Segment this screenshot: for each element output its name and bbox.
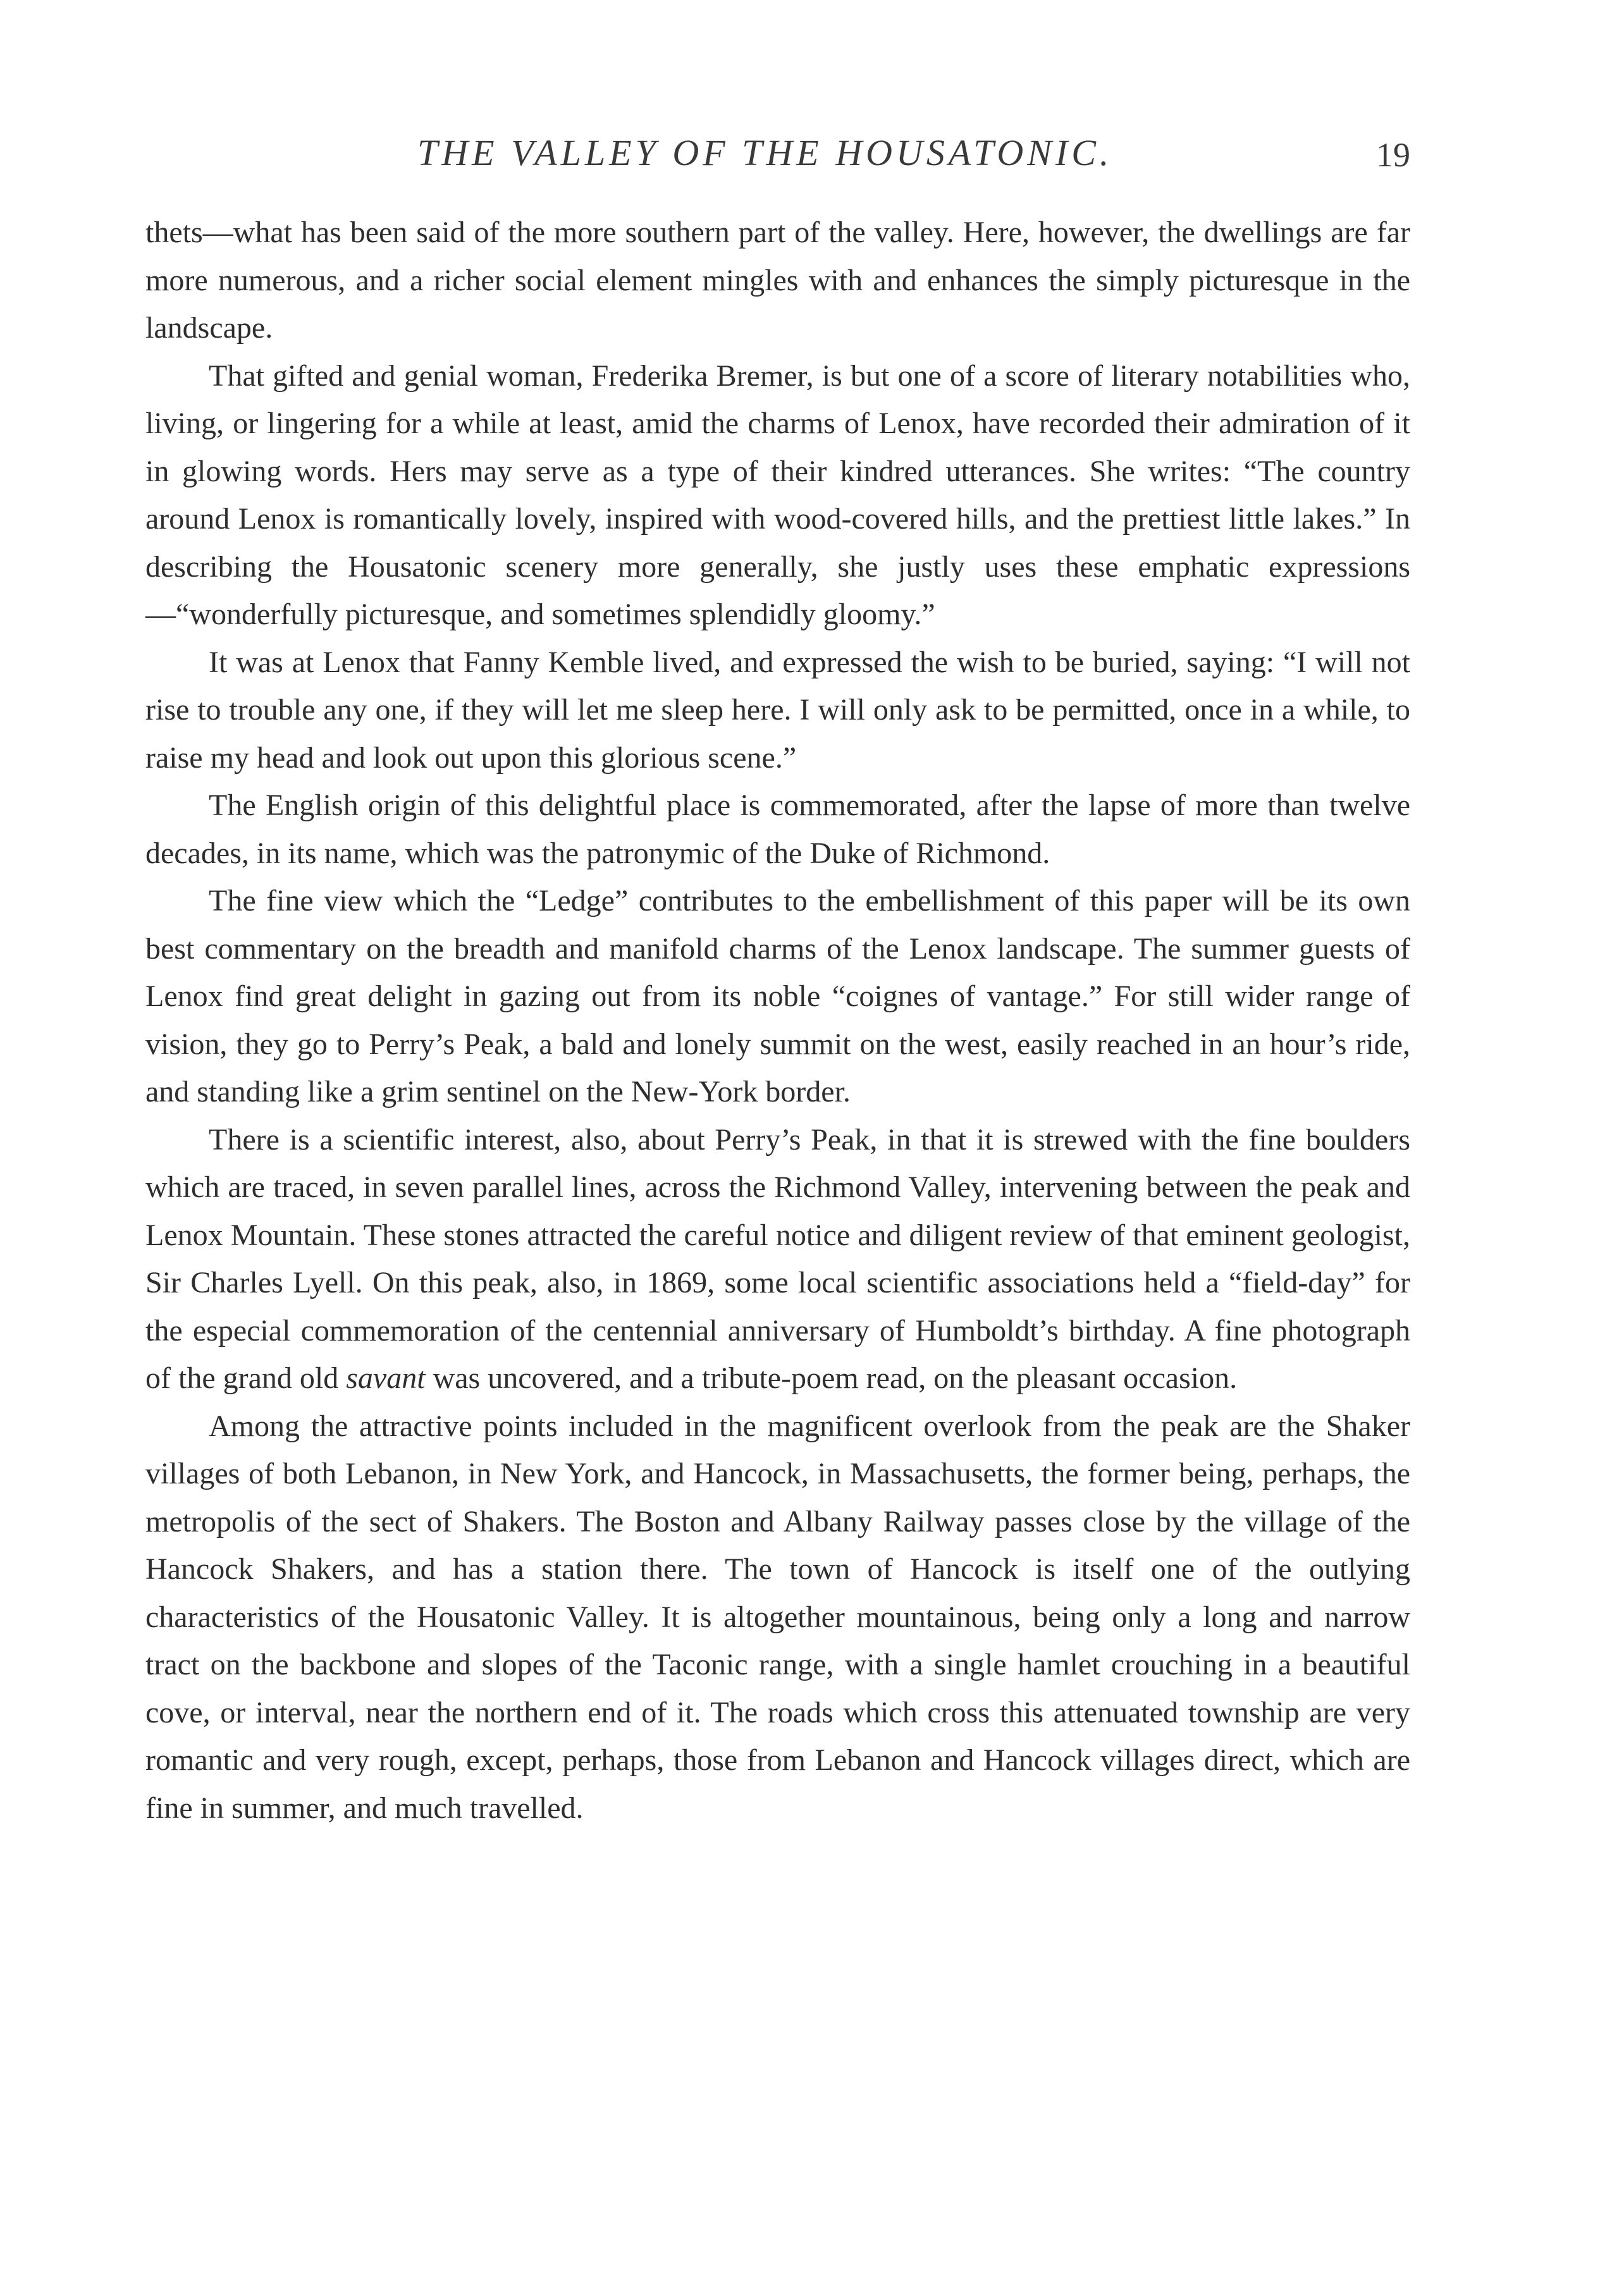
perrys-peak-text-after: was uncovered, and a tribute-poem read, on the pleasant occasion.: [425, 1361, 1238, 1395]
paragraph-ledge-view: The fine view which the “Ledge” contributes to the embellishment of this paper will be its own best commentary on the breadth and manifold charms of the Lenox landscape. The summer guests of Lenox find great delight in gazing out from its noble “coignes of vantage.” For still wider range of vision, they go to Perry’s Peak, a bald and lonely summit on the west, easily reached in an hour’s ride, and standing like a grim sentinel on the New-York border.: [145, 884, 1410, 1108]
paragraph-bremer: That gifted and genial woman, Frederika Bremer, is but one of a score of literary notabilities who, living, or lingering for a while at least, amid the charms of Lenox, have recorded their admiration of it in glowing words. Hers may serve as a type of their kindred utterances. She writes: “The country around Lenox is romantically lovely, inspired with wood-covered hills, and the prettiest little lakes.” In describing the Housatonic scenery more generally, she justly uses these emphatic expressions—“wonderfully picturesque, and sometimes splendidly gloomy.”: [145, 359, 1410, 631]
paragraph-perrys-peak: [145, 1116, 1410, 1402]
paragraph-continuation: thets—what has been said of the more southern part of the valley. Here, however, the dwellings are far more numerous, and a richer social element mingles with and enhances the simply picturesque in the landscape.: [145, 216, 1410, 345]
page-number: 19: [1376, 136, 1410, 174]
body-text: [145, 209, 1410, 1832]
running-head: [145, 132, 1410, 182]
paragraph-english-origin: The English origin of this delightful place is commemorated, after the lapse of more than twelve decades, in its name, which was the patronymic of the Duke of Richmond.: [145, 789, 1410, 870]
running-title: THE VALLEY OF THE HOUSATONIC.: [417, 132, 1113, 173]
perrys-peak-text-before: There is a scientific interest, also, about Perry’s Peak, in that it is strewed with the fine boulders which are traced, in seven parallel lines, across the Richmond Valley, intervening between the peak and Lenox Mountain. These stones attracted the careful notice and diligent review of that eminent geologist, Sir Charles Lyell. On this peak, also, in 1869, some local scientific associations held a “field-day” for the especial commemoration of the centennial anniversary of Humboldt’s birthday. A fine photograph of the grand old: [145, 1122, 1410, 1395]
savant-italic: savant: [346, 1361, 426, 1395]
paragraph-kemble: It was at Lenox that Fanny Kemble lived, and expressed the wish to be buried, saying: “I will not rise to trouble any one, if they will let me sleep here. I will only ask to be permitted, once in a while, to raise my head and look out upon this glorious scene.”: [145, 645, 1410, 775]
paragraph-shaker-villages: Among the attractive points included in the magnificent overlook from the peak are the Shaker villages of both Lebanon, in New York, and Hancock, in Massachusetts, the former being, perhaps, the metropolis of the sect of Shakers. The Boston and Albany Railway passes close by the village of the Hancock Shakers, and has a station there. The town of Hancock is itself one of the outlying characteristics of the Housatonic Valley. It is altogether mountainous, being only a long and narrow tract on the backbone and slopes of the Taconic range, with a single hamlet crouching in a beautiful cove, or interval, near the northern end of it. The roads which cross this attenuated township are very romantic and very rough, except, perhaps, those from Lebanon and Hancock villages direct, which are fine in summer, and much travelled.: [145, 1409, 1410, 1825]
